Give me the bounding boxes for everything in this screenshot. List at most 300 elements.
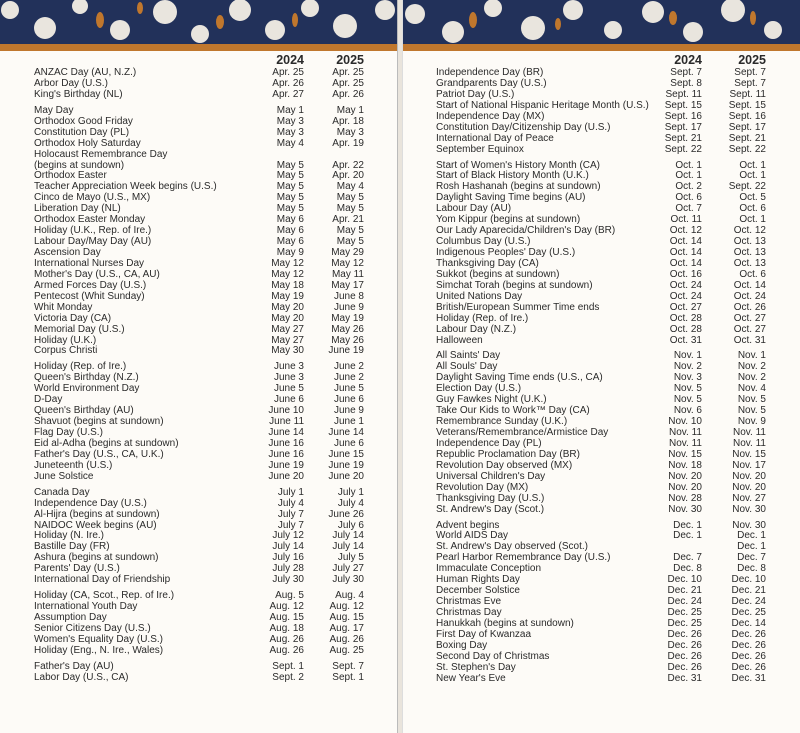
date-2025: Dec. 14: [731, 617, 766, 629]
date-2025: May 12: [331, 257, 364, 269]
holiday-row: [436, 663, 766, 674]
holiday-name: Holiday (N. Ire.): [34, 530, 105, 542]
holiday-name: Christmas Day: [436, 607, 502, 618]
holiday-row: [34, 150, 364, 161]
holiday-row: [34, 384, 364, 395]
holiday-name: St. Andrew's Day observed (Scot.): [436, 541, 588, 553]
date-2024: May 27: [271, 334, 304, 346]
holiday-name: September Equinox: [436, 143, 524, 155]
holiday-name: Thanksgiving Day (CA): [436, 257, 539, 269]
holiday-row: [436, 123, 766, 134]
date-2025: June 15: [328, 448, 364, 460]
holiday-name: Hanukkah (begins at sundown): [436, 617, 574, 629]
date-2025: May 1: [336, 104, 364, 116]
date-2024: June 11: [269, 416, 304, 428]
holiday-name: NAIDOC Week begins (AU): [34, 519, 157, 531]
holiday-name: Queen's Birthday (N.Z.): [34, 372, 139, 384]
date-2024: May 1: [276, 104, 304, 116]
holiday-name: British/European Summer Time ends: [436, 301, 600, 313]
date-2024: May 30: [271, 345, 304, 357]
page-right: [436, 52, 766, 685]
date-2024: May 20: [271, 301, 304, 313]
date-2025: Aug. 15: [329, 612, 364, 623]
holiday-name: Flag Day (U.S.): [34, 427, 103, 438]
date-2024: Dec. 31: [667, 672, 702, 684]
holiday-name: Start of Black History Month (U.K.): [436, 170, 589, 182]
date-2024: Nov. 1: [673, 350, 702, 362]
date-2024: Sept. 1: [272, 660, 304, 672]
date-2025: Nov. 11: [733, 437, 766, 449]
date-2024: July 16: [272, 552, 304, 564]
date-2025: July 27: [332, 563, 364, 575]
holiday-name: New Year's Eve: [436, 672, 506, 684]
date-2024: Nov. 11: [669, 437, 702, 449]
date-2024: Sept. 17: [664, 121, 702, 133]
date-2024: Dec. 26: [667, 628, 702, 640]
holiday-name: Holiday (Eng., N. Ire., Wales): [34, 644, 164, 656]
holiday-row: [34, 510, 364, 521]
holiday-group: [34, 488, 364, 586]
date-2024: Nov. 28: [668, 492, 702, 504]
accent-stripe-left: [0, 44, 397, 51]
holiday-name: Start of Women's History Month (CA): [436, 159, 600, 171]
date-2025: Apr. 22: [332, 159, 364, 171]
date-2024: Sept. 11: [665, 88, 702, 100]
holiday-name: King's Birthday (NL): [34, 88, 123, 100]
date-2024: Dec. 8: [673, 563, 702, 575]
date-2025: June 9: [333, 301, 364, 313]
date-2025: Dec. 26: [731, 661, 766, 673]
date-2024: Dec. 26: [667, 639, 702, 651]
accent-stripe-right: [403, 44, 800, 51]
date-2024: Dec. 7: [673, 552, 702, 564]
date-2025: Oct. 26: [733, 301, 766, 313]
date-2024: Oct. 24: [669, 279, 702, 291]
date-2024: Nov. 20: [668, 470, 702, 482]
date-2025: Aug. 26: [329, 633, 364, 645]
date-2024: July 7: [277, 519, 304, 531]
holiday-name: Shavuot (begins at sundown): [34, 416, 164, 428]
holiday-name: Memorial Day (U.S.): [34, 323, 125, 335]
date-2024: Sept. 2: [272, 671, 304, 683]
date-2025: Nov. 2: [737, 372, 766, 384]
holiday-name: Thanksgiving Day (U.S.): [436, 492, 545, 504]
date-2025: Dec. 24: [731, 596, 766, 608]
holiday-name: Orthodox Easter: [34, 170, 107, 182]
holiday-name: All Saints' Day: [436, 350, 501, 362]
date-2024: May 12: [271, 257, 304, 269]
flower-pattern-left: [0, 0, 397, 44]
date-2025: July 30: [332, 574, 364, 586]
date-2025: Dec. 21: [731, 585, 766, 597]
holiday-group: [34, 68, 364, 101]
date-2024: Apr. 26: [272, 77, 304, 89]
date-2025: Sept. 11: [729, 88, 766, 100]
holiday-name: International Nurses Day: [34, 257, 145, 269]
holiday-name: Liberation Day (NL): [34, 203, 121, 215]
holiday-name: Canada Day: [34, 486, 90, 498]
holiday-name: Labour Day (N.Z.): [436, 323, 517, 335]
holiday-name: Orthodox Easter Monday: [34, 214, 146, 226]
holiday-name: Armed Forces Day (U.S.): [34, 279, 147, 291]
holiday-name: International Day of Peace: [436, 132, 554, 144]
date-2025: July 6: [337, 519, 364, 531]
holiday-name: ANZAC Day (AU, N.Z.): [34, 67, 137, 78]
holiday-row: [34, 646, 364, 657]
holiday-row: [436, 303, 766, 314]
date-2025: Nov. 27: [732, 492, 766, 504]
date-2024: Oct. 14: [669, 236, 702, 248]
date-2025: Apr. 20: [332, 170, 364, 182]
holiday-name: Holiday (Rep. of Ire.): [34, 361, 127, 373]
date-2025: Oct. 13: [733, 257, 766, 269]
date-2024: Oct. 1: [675, 159, 702, 171]
holiday-name: St. Stephen's Day: [436, 661, 516, 673]
date-2024: Aug. 15: [269, 612, 304, 623]
holiday-name: Independence Day (PL): [436, 437, 542, 449]
date-2025: Sept. 21: [728, 132, 766, 144]
date-2024: Oct. 14: [669, 247, 702, 258]
date-2024: Aug. 12: [269, 601, 304, 613]
date-2025: Nov. 20: [732, 470, 766, 482]
date-2024: May 6: [276, 236, 304, 248]
year-2025: 2025: [738, 53, 766, 67]
date-2024: Aug. 26: [269, 644, 304, 656]
holiday-row: [34, 139, 364, 150]
banner-right: [403, 0, 800, 44]
date-2024: May 5: [276, 181, 304, 193]
holiday-name: Columbus Day (U.S.): [436, 236, 531, 248]
date-2024: May 12: [271, 268, 304, 280]
date-2024: June 14: [268, 427, 304, 438]
date-2025: Oct. 12: [733, 225, 766, 237]
holiday-name: Guy Fawkes Night (U.K.): [436, 394, 547, 406]
date-2024: June 19: [268, 459, 304, 471]
date-2025: Oct. 6: [739, 203, 766, 215]
date-2024: June 16: [268, 448, 304, 460]
date-2024: Oct. 7: [675, 203, 702, 215]
holiday-list-right: [436, 68, 766, 685]
date-2025: May 17: [331, 279, 364, 291]
holiday-row: [436, 674, 766, 685]
date-2025: Dec. 8: [737, 563, 766, 575]
date-2025: June 5: [333, 383, 364, 395]
date-2024: May 20: [271, 312, 304, 324]
date-2024: Nov. 20: [668, 481, 702, 493]
date-2024: Apr. 27: [272, 88, 304, 100]
date-2025: Dec. 26: [731, 628, 766, 640]
date-2024: Nov. 10: [668, 416, 702, 428]
holiday-name: Independence Day (BR): [436, 67, 544, 78]
date-2024: May 27: [271, 323, 304, 335]
date-2025: Oct. 27: [733, 312, 766, 324]
date-2024: May 18: [271, 279, 304, 291]
date-2024: June 10: [268, 405, 304, 417]
holiday-row: [436, 325, 766, 336]
date-2024: Dec. 10: [667, 574, 702, 586]
holiday-name: Independence Day (U.S.): [34, 497, 147, 509]
holiday-name: Al-Hijra (begins at sundown): [34, 508, 160, 520]
holiday-name: Ashura (begins at sundown): [34, 552, 159, 564]
holiday-name: International Youth Day: [34, 601, 138, 613]
date-2025: Sept. 16: [728, 110, 766, 122]
year-header: [436, 52, 766, 68]
date-2025: May 19: [331, 312, 364, 324]
date-2025: Aug. 17: [329, 622, 364, 634]
date-2025: Sept. 15: [728, 99, 766, 111]
date-2025: Dec. 31: [731, 672, 766, 684]
date-2025: May 26: [331, 334, 364, 346]
date-2025: Oct. 1: [739, 170, 766, 182]
date-2024: June 3: [273, 361, 304, 373]
holiday-name: Labour Day (AU): [436, 203, 512, 215]
holiday-row: [436, 336, 766, 347]
date-2025: July 14: [332, 530, 364, 542]
date-2025: Dec. 7: [737, 552, 766, 564]
date-2024: Aug. 5: [275, 590, 304, 602]
year-2024: 2024: [674, 53, 702, 67]
holiday-name: Holiday (U.K., Rep. of Ire.): [34, 225, 152, 237]
date-2024: July 28: [272, 563, 304, 575]
holiday-name: Simchat Torah (begins at sundown): [436, 279, 593, 291]
date-2025: Nov. 2: [737, 361, 766, 373]
holiday-group: [34, 362, 364, 482]
holiday-row: [34, 575, 364, 586]
holiday-name: Boxing Day: [436, 639, 488, 651]
date-2024: Dec. 21: [667, 585, 702, 597]
holiday-name: World Environment Day: [34, 383, 140, 395]
date-2025: June 6: [333, 437, 364, 449]
date-2025: Nov. 1: [737, 350, 766, 362]
holiday-row: [34, 314, 364, 325]
date-2025: Oct. 27: [733, 323, 766, 335]
date-2024: June 3: [273, 372, 304, 384]
date-2024: Sept. 16: [664, 110, 702, 122]
holiday-name: Veterans/Remembrance/Armistice Day: [436, 427, 609, 438]
holiday-name: Daylight Saving Time ends (U.S., CA): [436, 372, 603, 384]
date-2025: Nov. 5: [737, 394, 766, 406]
holiday-row: [34, 472, 364, 483]
holiday-name: Orthodox Good Friday: [34, 115, 133, 127]
holiday-name: Revolution Day observed (MX): [436, 459, 573, 471]
date-2025: May 26: [331, 323, 364, 335]
holiday-name: Remembrance Sunday (U.K.): [436, 416, 568, 428]
holiday-name: Daylight Saving Time begins (AU): [436, 192, 586, 204]
date-2024: July 4: [277, 497, 304, 509]
holiday-name: St. Andrew's Day (Scot.): [436, 503, 545, 515]
holiday-name: Pearl Harbor Remembrance Day (U.S.): [436, 552, 611, 564]
date-2024: July 1: [277, 486, 304, 498]
date-2025: May 4: [336, 181, 364, 193]
date-2024: Oct. 31: [669, 334, 702, 346]
year-header: [34, 52, 364, 68]
holiday-name: Our Lady Aparecida/Children's Day (BR): [436, 225, 616, 237]
date-2024: Nov. 3: [673, 372, 702, 384]
date-2025: Dec. 26: [731, 650, 766, 662]
holiday-name: Take Our Kids to Work™ Day (CA): [436, 405, 590, 417]
year-2025: 2025: [336, 53, 364, 67]
date-2025: July 1: [337, 486, 364, 498]
holiday-row: [34, 499, 364, 510]
holiday-name: Start of National Hispanic Heritage Month (U.S.): [436, 99, 649, 111]
holiday-row: [34, 673, 364, 684]
date-2025: Oct. 13: [733, 236, 766, 248]
page-left: [34, 52, 364, 684]
date-2025: June 19: [328, 459, 364, 471]
date-2024: May 6: [276, 225, 304, 237]
holiday-name: May Day: [34, 104, 74, 116]
holiday-name: June Solstice: [34, 470, 94, 482]
date-2024: May 6: [276, 214, 304, 226]
holiday-row: [436, 483, 766, 494]
date-2025: Nov. 9: [737, 416, 766, 428]
holiday-name: Patriot Day (U.S.): [436, 88, 515, 100]
date-2025: May 5: [336, 236, 364, 248]
holiday-name: Father's Day (AU): [34, 660, 114, 672]
date-2025: Apr. 19: [332, 137, 364, 149]
date-2025: Dec. 10: [731, 574, 766, 586]
date-2024: Oct. 1: [675, 170, 702, 182]
holiday-name: Revolution Day (MX): [436, 481, 529, 493]
date-2024: Sept. 7: [670, 67, 702, 78]
date-2024: Oct. 6: [675, 192, 702, 204]
date-2024: Sept. 8: [670, 77, 702, 89]
holiday-row: [436, 134, 766, 145]
holiday-name: Indigenous Peoples' Day (U.S.): [436, 247, 576, 258]
date-2024: May 5: [276, 159, 304, 171]
holiday-name: Yom Kippur (begins at sundown): [436, 214, 581, 226]
holiday-name: Teacher Appreciation Week begins (U.S.): [34, 181, 217, 193]
date-2024: May 5: [276, 203, 304, 215]
date-2024: Aug. 18: [269, 622, 304, 634]
date-2024: July 12: [272, 530, 304, 542]
holiday-name: Senior Citizens Day (U.S.): [34, 622, 151, 634]
holiday-group: [34, 591, 364, 657]
date-2025: Apr. 25: [332, 67, 364, 78]
date-2024: Nov. 6: [673, 405, 702, 417]
date-2024: Nov. 18: [668, 459, 702, 471]
year-2024: 2024: [276, 53, 304, 67]
date-2025: Oct. 14: [733, 279, 766, 291]
holiday-name: Assumption Day: [34, 612, 107, 623]
holiday-row: [34, 128, 364, 139]
date-2025: Dec. 1: [737, 530, 766, 542]
flower-pattern-right: [403, 0, 800, 44]
date-2024: Nov. 15: [668, 448, 702, 460]
date-2025: Nov. 15: [732, 448, 766, 460]
date-2025: May 29: [331, 247, 364, 258]
date-2025: Apr. 21: [332, 214, 364, 226]
date-2025: Oct. 6: [739, 268, 766, 280]
date-2024: Dec. 24: [667, 596, 702, 608]
date-2024: May 3: [276, 115, 304, 127]
holiday-group: [436, 521, 766, 685]
date-2024: Sept. 21: [664, 132, 702, 144]
holiday-row: [436, 505, 766, 516]
date-2025: Sept. 1: [332, 671, 364, 683]
holiday-name: Whit Monday: [34, 301, 93, 313]
date-2024: June 6: [273, 394, 304, 406]
date-2024: Nov. 11: [669, 427, 702, 438]
date-2024: Sept. 22: [664, 143, 702, 155]
holiday-name: Independence Day (MX): [436, 110, 545, 122]
holiday-name: December Solstice: [436, 585, 520, 597]
holiday-name: Human Rights Day: [436, 574, 520, 586]
date-2024: Nov. 5: [673, 394, 702, 406]
holiday-name: Bastille Day (FR): [34, 541, 110, 553]
date-2025: Nov. 30: [732, 519, 766, 531]
holiday-name: Constitution Day/Citizenship Day (U.S.): [436, 121, 611, 133]
holiday-name: Victoria Day (CA): [34, 312, 112, 324]
holiday-row: [436, 145, 766, 156]
date-2025: Nov. 30: [732, 503, 766, 515]
holiday-group: [436, 351, 766, 515]
date-2024: Oct. 27: [669, 301, 702, 313]
holiday-name: Sukkot (begins at sundown): [436, 268, 560, 280]
date-2024: May 3: [276, 126, 304, 138]
holiday-name: Republic Proclamation Day (BR): [436, 448, 580, 460]
date-2025: July 4: [337, 497, 364, 509]
holiday-name: Universal Children's Day: [436, 470, 546, 482]
date-2024: Oct. 12: [669, 225, 702, 237]
date-2024: July 14: [272, 541, 304, 553]
date-2025: Aug. 12: [329, 601, 364, 613]
holiday-name: All Souls' Day: [436, 361, 498, 373]
date-2025: Oct. 24: [733, 290, 766, 302]
date-2024: Dec. 25: [667, 607, 702, 618]
holiday-name: Pentecost (Whit Sunday): [34, 290, 145, 302]
holiday-group: [34, 662, 364, 684]
date-2024: Oct. 16: [669, 268, 702, 280]
holiday-name: Women's Equality Day (U.S.): [34, 633, 163, 645]
holiday-name: Halloween: [436, 334, 483, 346]
date-2025: June 2: [333, 361, 364, 373]
date-2025: Dec. 1: [737, 541, 766, 553]
holiday-name: (begins at sundown): [34, 159, 125, 171]
date-2025: May 5: [336, 203, 364, 215]
date-2024: May 19: [271, 290, 304, 302]
holiday-name: Holocaust Remembrance Day: [34, 148, 168, 160]
date-2024: Aug. 26: [269, 633, 304, 645]
date-2025: Oct. 13: [733, 247, 766, 258]
date-2024: Dec. 25: [667, 617, 702, 629]
banner-left: [0, 0, 397, 44]
date-2024: Oct. 14: [669, 257, 702, 269]
holiday-name: Constitution Day (PL): [34, 126, 130, 138]
date-2025: Sept. 7: [734, 77, 766, 89]
date-2024: Dec. 26: [667, 650, 702, 662]
date-2024: Oct. 11: [670, 214, 702, 226]
date-2025: Sept. 7: [734, 67, 766, 78]
date-2024: Oct. 24: [669, 290, 702, 302]
date-2024: June 5: [273, 383, 304, 395]
date-2025: June 9: [333, 405, 364, 417]
date-2025: Nov. 5: [737, 405, 766, 417]
holiday-name: D-Day: [34, 394, 63, 406]
date-2024: Dec. 1: [673, 519, 702, 531]
holiday-name: Parents' Day (U.S.): [34, 563, 120, 575]
holiday-row: [34, 325, 364, 336]
holiday-group: [436, 68, 766, 156]
holiday-name: Arbor Day (U.S.): [34, 77, 108, 89]
date-2024: Dec. 26: [667, 661, 702, 673]
date-2025: Apr. 25: [332, 77, 364, 89]
holiday-name: Advent begins: [436, 519, 500, 531]
date-2024: May 4: [276, 137, 304, 149]
holiday-name: Eid al-Adha (begins at sundown): [34, 437, 179, 449]
date-2024: May 5: [276, 192, 304, 204]
holiday-name: International Day of Friendship: [34, 574, 171, 586]
